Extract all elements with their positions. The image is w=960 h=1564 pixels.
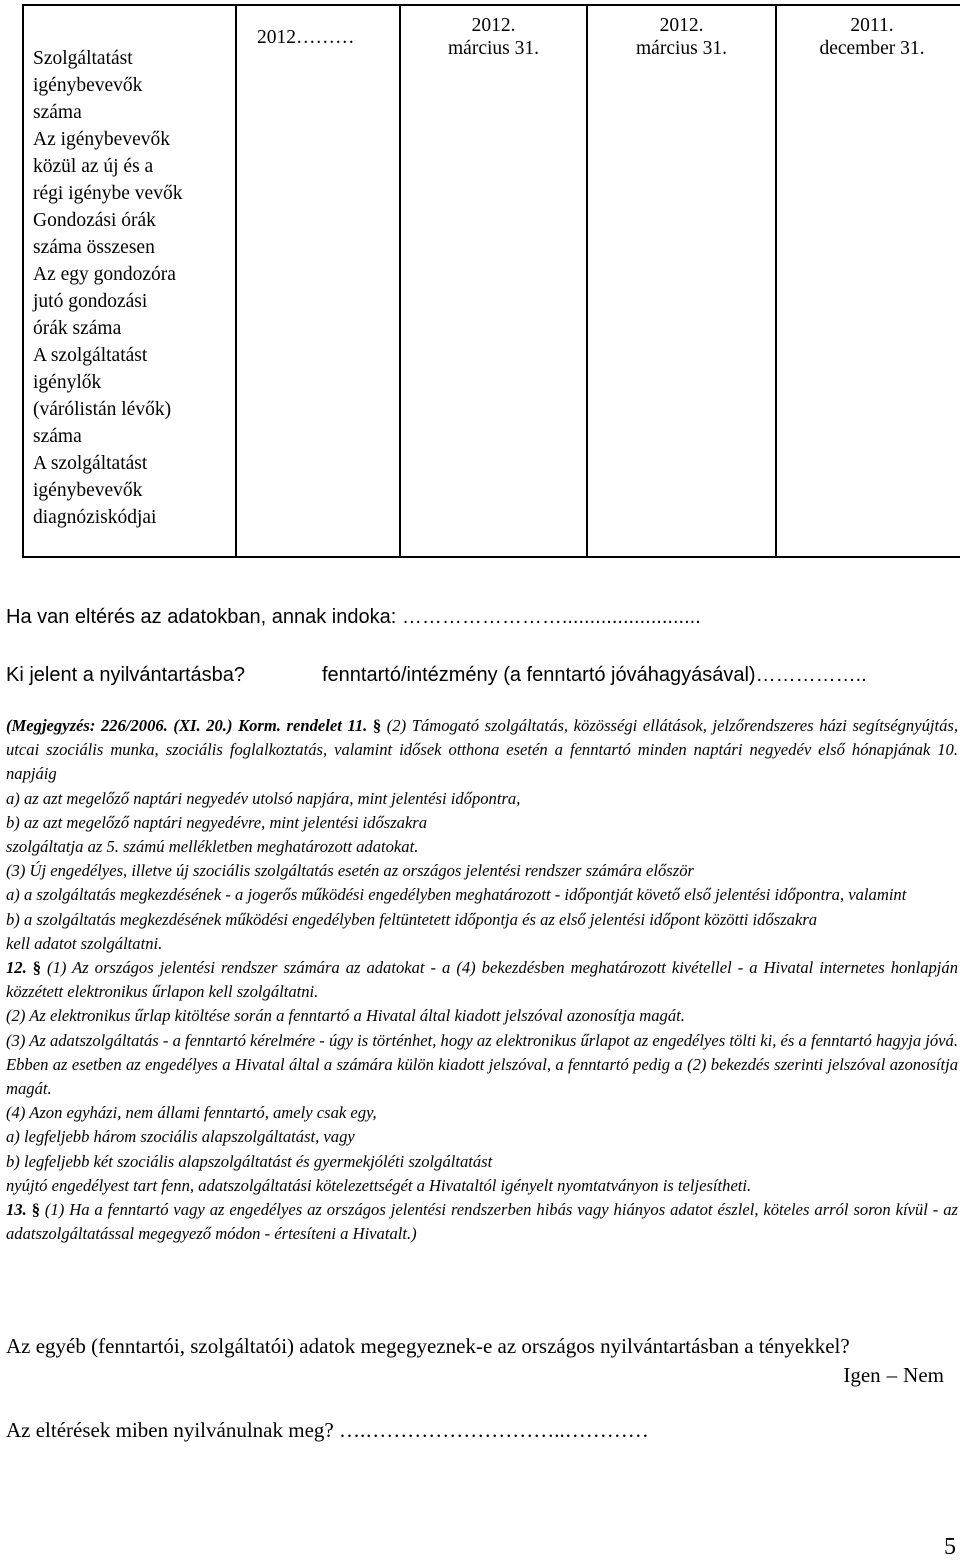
paragraph-symbol: § <box>31 1200 40 1220</box>
column-header: 2012……… <box>257 27 355 48</box>
column-cell-3[interactable] <box>587 5 776 557</box>
question-text: Az egyéb (fenntartói, szolgáltatói) adatok megegyeznek-e az országos nyilvántartásban a tényekkel? <box>6 1334 850 1358</box>
row-label: Az igénybevevők közül az új és a régi igénybe vevők <box>33 129 183 204</box>
legal-paragraph <box>6 714 958 787</box>
yes-option[interactable]: Igen <box>843 1363 881 1387</box>
legal-paragraph: b) legfeljebb két szociális alapszolgáltatást és gyermekjóléti szolgáltatást <box>6 1151 493 1171</box>
column-header: 2012. március 31. <box>448 15 539 59</box>
column-cell-2[interactable] <box>400 5 587 557</box>
row-label: Az egy gondozóra jutó gondozási órák száma <box>33 264 176 339</box>
legal-text: (1) Ha a fenntartó vagy az engedélyes az országos jelentési rendszerben hibás vagy hiányos adatot észlel, köteles arról soron kívül - az adatszolgáltatással megegyező módon - értesíteni a Hivatalt.) <box>6 1200 958 1244</box>
legal-paragraph: b) az azt megelőző naptári negyedévre, mint jelentési időszakra <box>6 812 428 832</box>
legal-paragraph: a) az azt megelőző naptári negyedév utolsó napjára, mint jelentési időpontra, <box>6 788 521 808</box>
table-row <box>23 5 960 557</box>
paragraph-symbol: § <box>32 958 42 978</box>
legal-paragraph: (3) Az adatszolgáltatás - a fenntartó kérelmére - úgy is történhet, hogy az elektronikus űrlapot az engedélyes tölti ki, és a fenntartó hagyja jóvá. Ebben az esetben az engedélyes a Hivatal által a számára külön kiadott jelszóval, a fenntartó pedig a (2) bekezdés szerinti jelszóval azonosítja magát. <box>6 1030 958 1099</box>
column-header: 2011. december 31. <box>819 15 925 59</box>
legal-paragraph: szolgáltatja az 5. számú mellékletben meghatározott adatokat. <box>6 837 419 857</box>
column-cell-1[interactable] <box>236 5 400 557</box>
page-number: 5 <box>944 1534 956 1560</box>
data-table <box>22 4 960 558</box>
row-label: A szolgáltatást igénylők (várólistán lévők) száma <box>33 345 172 447</box>
no-option[interactable]: Nem <box>903 1363 944 1387</box>
legal-paragraph: kell adatot szolgáltatni. <box>6 933 163 953</box>
legal-text: (1) Az országos jelentési rendszer számára az adatokat - a (4) bekezdésben meghatározott kivétellel - a Hivatal internetes honlapján közzétett elektronikus űrlapon kell szolgáltatni. <box>6 958 958 1002</box>
deviation-reason-line: Ha van eltérés az adatokban, annak indoka: ……………………......................... <box>6 606 701 628</box>
legal-paragraph: a) legfeljebb három szociális alapszolgáltatást, vagy <box>6 1127 355 1147</box>
legal-paragraph: nyújtó engedélyest tart fenn, adatszolgáltatási kötelezettségét a Hivataltól igényelt nyomtatványon is teljesítheti. <box>6 1175 752 1195</box>
row-label: Szolgáltatást igénybevevők száma <box>33 48 143 123</box>
legal-paragraph: a) a szolgáltatás megkezdésének - a jogerős működési engedélyben meghatározott - időpontját követő első jelentési időpontra, valamint <box>6 885 907 905</box>
legal-paragraph <box>6 1198 958 1246</box>
legal-paragraph: (2) Az elektronikus űrlap kitöltése során a fenntartó a Hivatal által kiadott jelszóval azonosítja magát. <box>6 1006 685 1026</box>
data-match-question <box>6 1332 958 1387</box>
row-label: A szolgáltatást igénybevevők diagnóziskódjai <box>33 453 157 528</box>
reporter-line <box>6 664 867 687</box>
option-separator: – <box>886 1363 898 1387</box>
section-number: 12. <box>6 958 27 978</box>
yes-no-options <box>837 1361 944 1390</box>
legal-paragraph: (4) Azon egyházi, nem állami fenntartó, amely csak egy, <box>6 1103 377 1123</box>
legal-text: (2) Támogató szolgáltatás, közösségi ellátások, jelzőrendszeres házi segítségnyújtás, utcai szociális munka, szociális foglalkoztatás, valamint idősek otthona esetén a fenntartó minden naptári negyedév első hónapjának 10. napjáig <box>6 716 959 784</box>
reporter-answer: fenntartó/intézmény (a fenntartó jóváhagyásával)…………….. <box>322 664 867 686</box>
legal-note-prefix: (Megjegyzés: 226/2006. (XI. 20.) Korm. rendelet 11. <box>6 716 368 735</box>
row-labels-cell <box>23 5 236 557</box>
legal-note <box>6 714 958 1246</box>
column-cell-4[interactable] <box>776 5 960 557</box>
paragraph-symbol: § <box>372 716 382 735</box>
reporter-question: Ki jelent a nyilvántartásba? <box>6 664 246 686</box>
column-header: 2012. március 31. <box>636 15 727 59</box>
legal-paragraph <box>6 956 958 1004</box>
legal-paragraph: (3) Új engedélyes, illetve új szociális szolgáltatás esetén az országos jelentési rendszer számára először <box>6 861 694 881</box>
section-number: 13. <box>6 1200 27 1220</box>
row-label: Gondozási órák száma összesen <box>33 210 156 258</box>
difference-line: Az eltérések miben nyilvánulnak meg? ….………………………..………… <box>6 1418 649 1442</box>
legal-paragraph: b) a szolgáltatás megkezdésének működési engedélyben feltüntetett időpontja és az első jelentési időpont közötti időszakra <box>6 909 818 929</box>
